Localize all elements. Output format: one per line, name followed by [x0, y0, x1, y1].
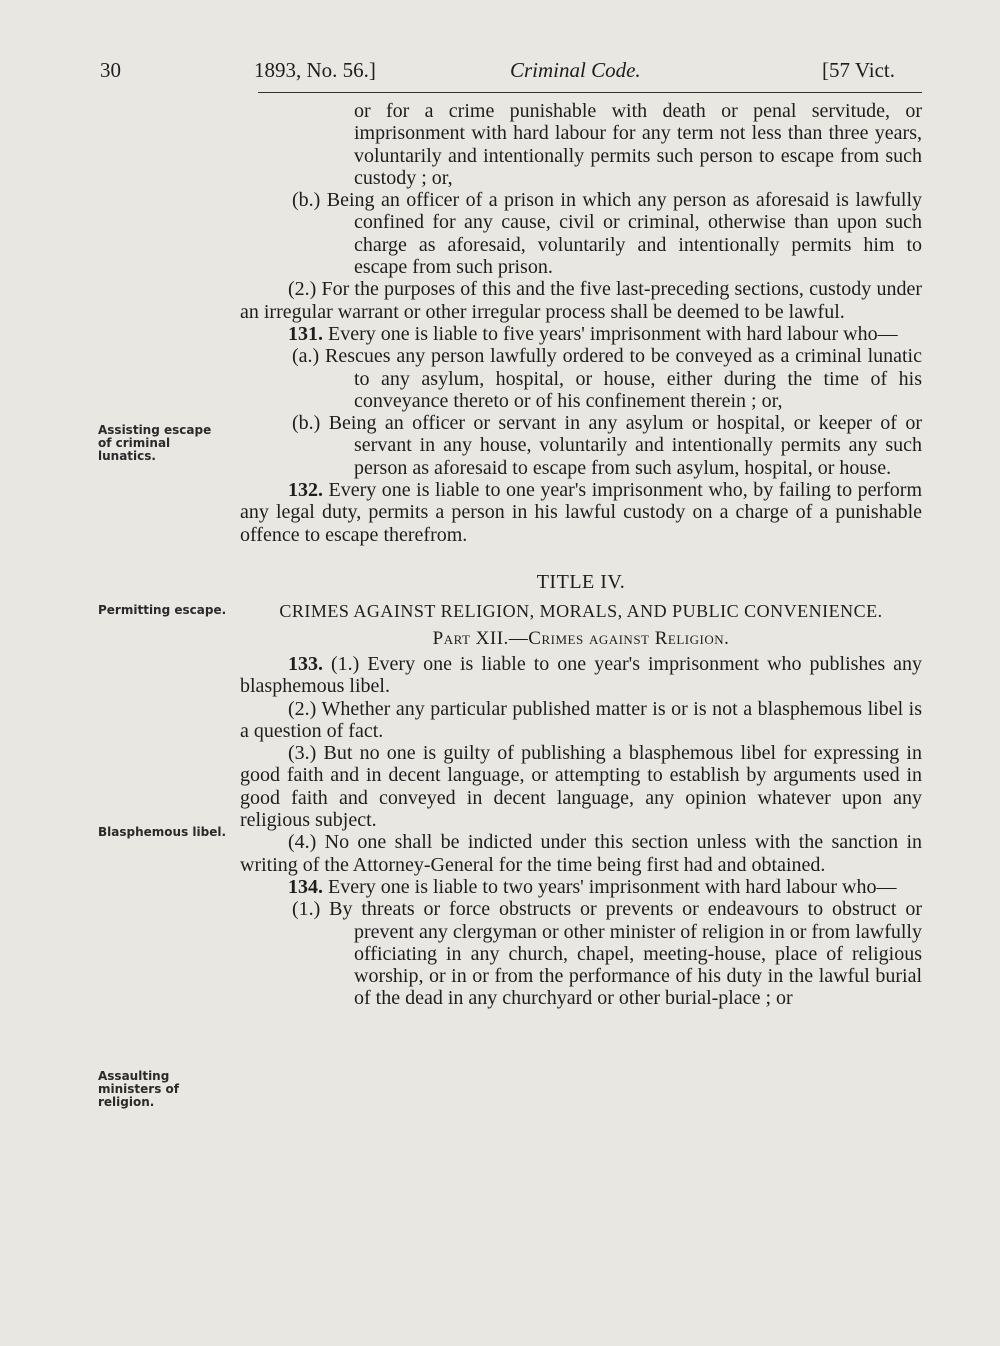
section-text: (1.) Every one is liable to one year's imprisonment who publishes any blasphemous libel. — [240, 652, 922, 698]
clause-a-rescues: (a.) Rescues any person lawfully ordered to be conveyed as a criminal lunatic to any asylum, hospital, or house, either during the time of his conveyance thereto or of his confinement therein ; or, — [292, 345, 922, 412]
section-132 — [240, 479, 922, 546]
section-number: 131. — [288, 322, 323, 345]
paragraph-continuation: or for a crime punishable with death or penal servitude, or imprisonment with hard labour for any term not less than three years, voluntarily and intentionally permits such person to escape from such custody ; or, — [354, 100, 922, 189]
section-133-4: (4.) No one shall be indicted under this section unless with the sanction in writing of the Attorney-General for the time being first had and obtained. — [240, 831, 922, 876]
section-text: Every one is liable to two years' imprisonment with hard labour who— — [323, 875, 897, 898]
clause-b-prison: (b.) Being an officer of a prison in which any person as aforesaid is lawfully confined for any cause, civil or criminal, otherwise than upon such charge as aforesaid, voluntarily and intentionally permits him to escape from such prison. — [292, 189, 922, 279]
act-year-number: 1893, No. 56.] — [254, 58, 376, 82]
margin-note-permitting-escape: Permitting escape. — [98, 603, 227, 617]
section-133 — [240, 653, 922, 698]
part-heading: Part XII.—Crimes against Religion. — [432, 627, 730, 649]
section-number: 134. — [288, 875, 323, 898]
section-134 — [240, 876, 922, 898]
section-text: Every one is liable to five years' imprisonment with hard labour who— — [323, 322, 898, 345]
title-heading: TITLE IV. — [536, 570, 626, 593]
section-text: Every one is liable to one year's imprisonment who, by failing to perform any legal duty, permits a person in his lawful custody on a charge of a punishable offence to escape therefrom. — [240, 479, 922, 546]
margin-note-assaulting-ministers: Assaulting ministers of religion. — [98, 1069, 179, 1109]
section-131 — [240, 323, 922, 345]
margin-note-assisting-escape: Assisting escape of criminal lunatics. — [98, 423, 212, 463]
page-header — [0, 58, 1000, 90]
margin-note-blasphemous-libel: Blasphemous libel. — [98, 825, 227, 839]
page-number: 30 — [100, 58, 121, 82]
section-133-3: (3.) But no one is guilty of publishing a blasphemous libel for expressing in good faith and in decent language, or attempting to establish by arguments used in good faith and conveyed in decent language, any opinion whatever upon any religious subject. — [240, 742, 922, 832]
section-number: 133. — [288, 652, 323, 675]
subsection-2: (2.) For the purposes of this and the five last-preceding sections, custody under an irregular warrant or other irregular process shall be deemed to be lawful. — [240, 278, 922, 323]
header-rule — [258, 92, 922, 93]
title-subheading: CRIMES AGAINST RELIGION, MORALS, AND PUBLIC CONVENIENCE. — [279, 600, 883, 621]
clause-b-asylum: (b.) Being an officer or servant in any asylum or hospital, or keeper of or servant in any house, voluntarily and intentionally permits any such person as aforesaid to escape from such asylum, hospital, or house. — [292, 412, 922, 479]
body-text — [240, 100, 922, 1010]
section-number: 132. — [288, 479, 323, 502]
regnal-year: [57 Vict. — [822, 58, 896, 82]
running-title: Criminal Code. — [510, 58, 641, 82]
section-133-2: (2.) Whether any particular published matter is or is not a blasphemous libel is a question of fact. — [240, 697, 922, 742]
clause-1-obstructs: (1.) By threats or force obstructs or prevents or endeavours to obstruct or prevent any clergyman or other minister of religion in or from lawfully officiating in any church, chapel, meeting-house, place of religious worship, or in or from the performance of his duty in the lawful burial of the dead in any churchyard or other burial-place ; or — [292, 898, 922, 1010]
